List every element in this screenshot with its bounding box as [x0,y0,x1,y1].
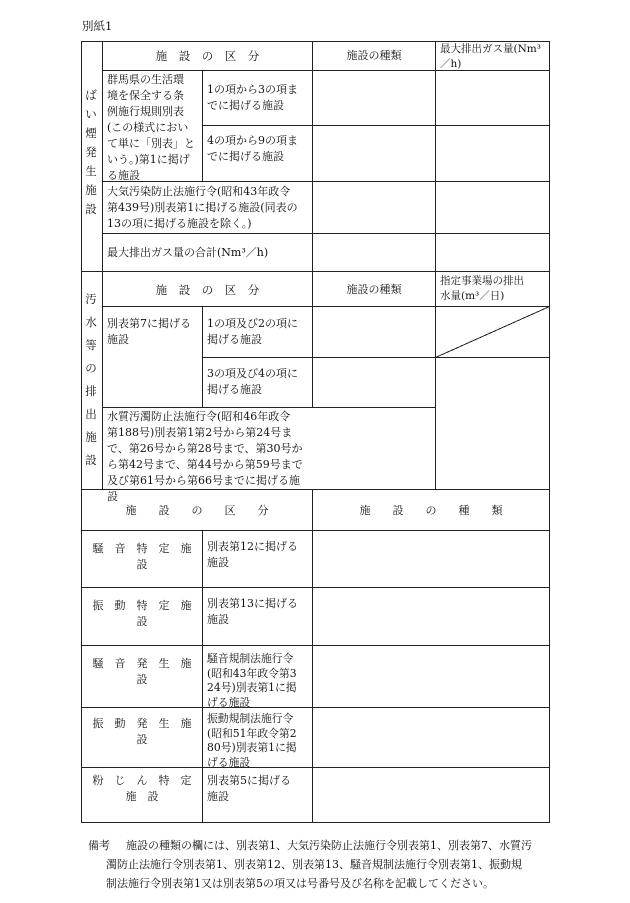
sewage-hdr-kind: 施設の種類 [346,283,402,296]
smoke-hdr-max-gas: 最大排出ガス量(Nm³ ／h) [440,43,541,70]
noise-specific-desc: 別表第12に掲げる 施設 [207,540,298,569]
vibration-specific-desc: 別表第13に掲げる 施設 [207,597,298,626]
total-gas-text: 最大排出ガス量の合計(Nm³／h) [107,246,269,259]
remarks-text-1: 施設の種類の欄には、別表第1、大気汚染防止法施行令別表第1、別表第7、水質汚 [126,839,532,852]
vibration-specific-label: 振 動 特 定 施 設 [92,599,203,628]
dust-specific-desc: 別表第5に掲げる 施設 [207,774,291,803]
lower-hdr-kind: 施 設 の 種 類 [359,504,503,517]
noise-generating-label: 騒 音 発 生 施 設 [92,657,203,686]
smoke-hdr-kind: 施設の種類 [346,49,402,62]
table7-text: 別表第7に掲げる 施設 [107,317,191,346]
items-3-4-text: 3の項及び4の項に 掲げる施設 [207,367,298,396]
vibration-generating-label: 振 動 発 生 施 設 [92,717,203,746]
vibration-generating-desc: 振動規制法施行令 (昭和51年政令第2 80号)別表第1に掲 げる施設 [207,712,297,769]
doc-label: 別紙1 [82,19,113,33]
sewage-hdr-division: 施 設 の 区 分 [155,283,260,297]
water-pollution-text: 水質汚濁防止法施行令(昭和46年政令 第188号)別表第1第2号から第24号ま で、第26号から第28号まで、第30号か ら第42号まで、第44号から第59号まで 及び第61号から第66号までに掲げる施 設 [107,410,303,503]
air-pollution-text: 大気汚染防止法施行令(昭和43年政令 第439号)別表第1に掲げる施設(同表の 13の項に掲げる施設を除く。) [107,185,298,230]
items-1-2-text: 1の項及び2の項に 掲げる施設 [207,317,298,346]
sewage-hdr-drain: 指定事業場の排出 水量(m³／日) [440,275,524,302]
noise-specific-label: 騒 音 特 定 施 設 [92,542,203,571]
gunma-ordinance-text: 群馬県の生活環 境を保全する条 例施行規則別表 (この様式におい て単に「別表」と いう。)第1に掲げ る施設 [107,73,195,182]
lower-hdr-division: 施 設 の 区 分 [125,504,269,517]
sewage-side-label: 汚水等の排出施設 [85,292,97,467]
items-4-9-text: 4の項から9の項ま でに掲げる施設 [207,134,298,163]
remarks-label: 備考 [88,839,110,852]
dust-specific-label: 粉 じ ん 特 定 施 設 [92,774,203,803]
items-1-3-text: 1の項から3の項ま でに掲げる施設 [207,83,298,112]
noise-generating-desc: 騒音規制法施行令 (昭和43年政令第3 24号)別表第1に掲 げる施設 [207,652,297,709]
remarks-text-3: 制法施行令別表第1又は別表第5の項又は号番号及び名称を記載してください。 [106,877,494,890]
smoke-hdr-division: 施 設 の 区 分 [155,49,260,63]
remarks-text-2: 濁防止法施行令別表第1、別表第12、別表第13、騒音規制法施行令別表第1、振動規 [106,858,522,871]
smoke-side-label: ばい煙発生施設 [85,88,97,216]
